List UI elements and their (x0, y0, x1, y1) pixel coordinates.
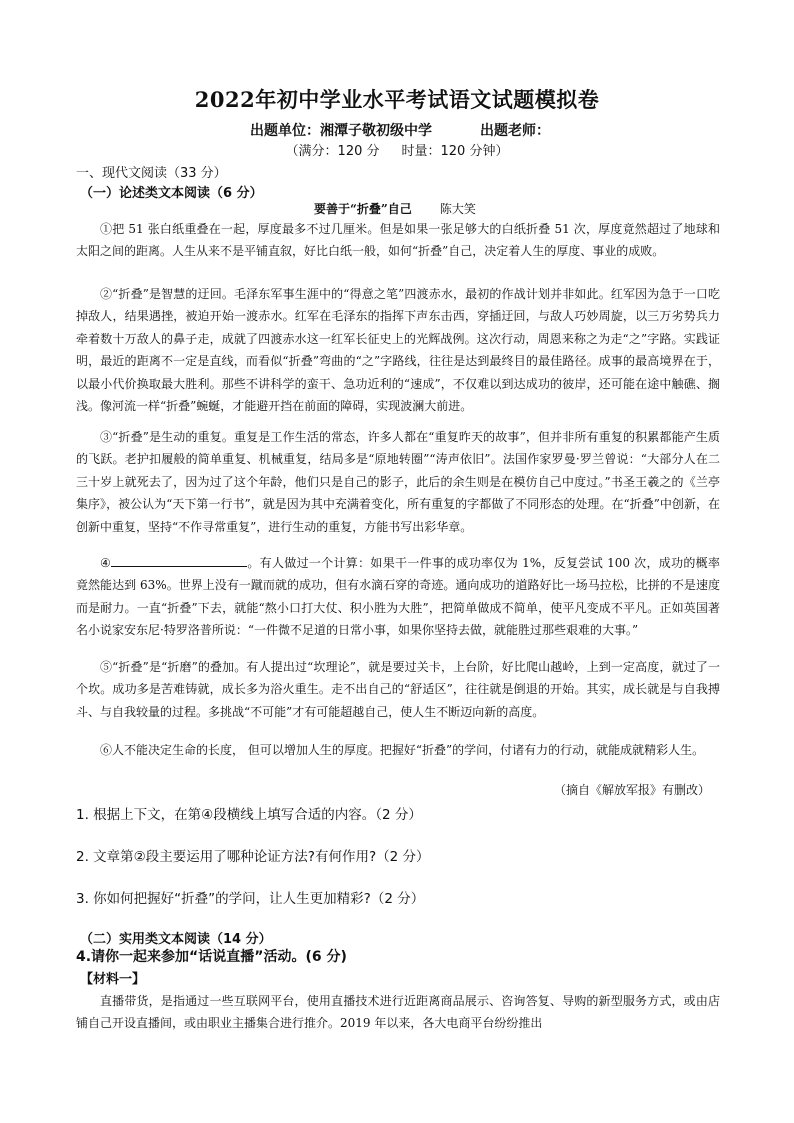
paragraph-1: ①把 51 张白纸重叠在一起，厚度最多不过几厘米。但是如果一张足够大的白纸折叠 51 次，厚度竟然超过了地球和太阳之间的距离。人生从来不是平铺直叙，好比白纸一般，如何“折叠”自己，决定着人生的厚度、事业的成败。 (76, 222, 720, 259)
teacher-label: 出题老师： (480, 123, 550, 139)
material-1-text: 直播带货，是指通过一些互联网平台，使用直播技术进行近距离商品展示、咨询答复、导购的新型服务方式，或由店铺自己开设直播间，或由职业主播集合进行推介。2019 年以来，各大电商平台纷纷推出 (76, 994, 720, 1031)
article-source: （摘自《解放军报》有删改） (553, 783, 710, 797)
article-author: 陈大笑 (439, 202, 476, 216)
section-heading-1: 一、现代文阅读（33 分） (76, 166, 227, 181)
paragraph-6: ⑥人不能决定生命的长度， 但可以增加人生的厚度。把握好“折叠”的学问，付诸有力的行动，就能成就精彩人生。 (100, 743, 705, 757)
unit-label: 出题单位：湘潭子敬初级中学 (250, 123, 432, 139)
question-3: 3. 你如何把握好“折叠”的学问，让人生更加精彩?（2 分） (76, 891, 425, 907)
time-limit: 时量：120 分钟） (401, 144, 509, 159)
material-label: 【材料一】 (80, 972, 146, 987)
full-score: （满分：120 分 (285, 144, 380, 159)
article-title-text: 要善于“折叠”自己 (314, 202, 412, 216)
paragraph-2: ②“折叠”是智慧的迂回。毛泽东军事生涯中的“得意之笔”四渡赤水，最初的作战计划并非如此。红军因为急于一口吃掉敌人，结果遇挫，被迫开始一渡赤水。红军在毛泽东的指挥下声东击西，穿插迂回，与敌人巧妙周旋，以三万劣势兵力牵着数十万敌人的鼻子走，成就了四渡赤水这一红军长征史上的光辉战例。这次行动，周恩来称之为走“之”字路。实践证明，最近的距离不一定是直线，而看似“折叠”弯曲的“之”字路线，往往是达到最终目的最佳路径。成事的最高境界在于，以最小代价换取最大胜利。那些不讲科学的蛮干、急功近利的“速成”，不仅难以到达成功的彼岸，还可能在途中触礁、搁浅。像河流一样“折叠”蜿蜒，才能避开挡在前面的障碍，实现波澜大前进。 (76, 287, 720, 414)
article-title (314, 200, 476, 217)
page-title: 2022年初中学业水平考试语文试题模拟卷 (194, 87, 600, 112)
paragraph-4-text: 。有人做过一个计算：如果干一件事的成功率仅为 1%，反复尝试 100 次，成功的概率竟然能达到 63%。世界上没有一蹴而就的成功，但有水滴石穿的奇迹。通向成功的道路好比一场马拉松，比拼的不是速度而是耐力。一直“折叠”下去，就能“熬小口打大仗、积小胜为大胜”，把简单做成不简单，使平凡变成不平凡。正如英国著名小说家安东尼·特罗洛普所说：“一件微不足道的日常小事，如果你坚持去做，就能胜过那些艰难的大事。” (76, 556, 720, 638)
exam-meta-line (250, 120, 550, 140)
paragraph-5: ⑤“折叠”是“折磨”的叠加。有人提出过“坎理论”，就是要过关卡，上台阶，好比爬山越岭，上到一定高度，就过了一个坎。成功多是苦难铸就，成长多为浴火重生。走不出自己的“舒适区”，往往就是倒退的开始。其实，成长就是与自我搏斗、与自我较量的过程。多挑战“不可能”才有可能超越自己，使人生不断迈向新的高度。 (76, 660, 720, 719)
question-4: 4.请你一起来参加“话说直播”活动。(6 分) (76, 949, 347, 965)
part-heading-2: （二）实用类文本阅读（14 分） (80, 932, 272, 947)
question-1: 1. 根据上下文，在第④段横线上填写合适的内容。（2 分） (76, 807, 422, 823)
paragraph-4-number: ④ (100, 556, 112, 570)
score-time-line (0, 140, 794, 159)
fill-in-blank[interactable] (111, 554, 247, 567)
paragraph-4 (76, 552, 720, 642)
question-2: 2. 文章第②段主要运用了哪种论证方法?有何作用?（2 分） (76, 849, 430, 865)
part-heading-1: （一）论述类文本阅读（6 分） (80, 186, 263, 201)
paragraph-3: ③“折叠”是生动的重复。重复是工作生活的常态，许多人都在“重复昨天的故事”，但并非所有重复的积累都能产生质的飞跃。老护扣履般的简单重复、机械重复，结局多是“原地转圈”“涛声依旧”。法国作家罗曼·罗兰曾说：“大部分人在二三十岁上就死去了，因为过了这个年龄，他们只是自己的影子，此后的余生则是在模仿自己中度过。”书圣王羲之的《兰亭集序》，被公认为“天下第一行书”，就是因为其中充满着变化，所有重复的字都做了不同形态的处理。在“折叠”中创新，在创新中重复，坚持“不作寻常重复”，进行生动的重复，方能书写出彩华章。 (76, 430, 720, 534)
